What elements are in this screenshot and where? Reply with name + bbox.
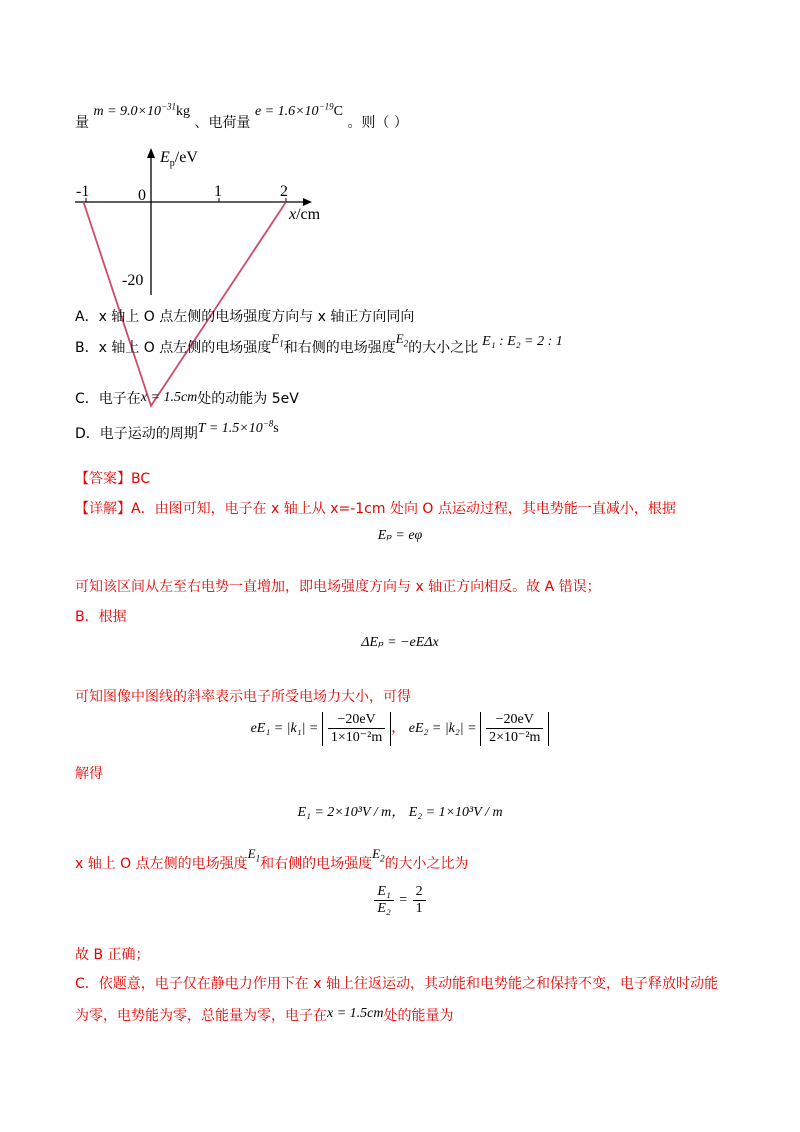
detail-line-8: C．依题意，电子仅在静电力作用下在 x 轴上往返运动，其动能和电势能之和保持不变，电子释放时动能 <box>75 976 718 992</box>
equation-slopes: eE₁ = |k₁| = $\frac{-20eV}{\text{1×10⁻²m}}$ ， eE₂ = |k₂| = $\frac{-20eV}{\text{2×10⁻²m}}$ <box>0 712 800 746</box>
tick-label-0: 0 <box>138 187 146 204</box>
option-b: B．x 轴上 O 点左侧的电场强度$E_1$和右侧的电场强度$E_2$的大小之比 E₁ : E₂ = 2 : 1 <box>75 331 563 356</box>
y-axis-label: $E_p/eV$ <box>160 149 198 169</box>
option-d: D．电子运动的周期$T = 1.5\times 10^{-8}s$ <box>75 418 279 442</box>
e1-symbol: $E_1$ <box>271 331 284 349</box>
detail-line-7: 故 B 正确； <box>75 947 150 963</box>
detail-line-4: 可知图像中图线的斜率表示电子所受电场力大小，可得 <box>75 689 411 705</box>
detail-line-3: B．根据 <box>75 609 127 625</box>
mass-formula: $m = 9.0\times 10^{-31}kg$ <box>93 101 191 119</box>
equation-ratio: $\frac{\text{E₁}}{\text{E₂}}$ = $\frac{2}{1}$ <box>0 884 800 917</box>
y-axis-arrow <box>147 148 155 158</box>
tick-label-2: 2 <box>280 183 288 200</box>
period-formula: $T = 1.5\times 10^{-8}s$ <box>197 418 279 436</box>
detail-line-9: 为零，电势能为零，总能量为零，电子在x = 1.5cm处的能量为 <box>75 1006 454 1024</box>
option-c: C．电子在x = 1.5cm处的动能为 5eV <box>75 390 299 407</box>
stem-prefix: 量 <box>75 115 89 131</box>
x-axis-arrow <box>303 198 312 206</box>
tick-label-neg20: -20 <box>122 272 144 289</box>
stem-sep: 、电荷量 <box>194 115 251 131</box>
detail-line-1: 【详解】A．由图可知，电子在 x 轴上从 x=-1cm 处向 O 点运动过程，其电势能一直减小，根据 <box>75 501 676 517</box>
x-axis-label: x/cm <box>289 206 321 223</box>
equation-results: E₁ = 2×10³V / m， E₂ = 1×10³V / m <box>297 805 503 820</box>
detail-line-5: 解得 <box>75 766 103 782</box>
ratio-formula: E₁ : E₂ = 2 : 1 <box>482 334 563 349</box>
stem-suffix: 。则（ ） <box>347 115 408 131</box>
question-stem-line <box>75 101 408 131</box>
equation-delta-ep: ΔEₚ = −eEΔx <box>361 635 439 650</box>
detail-line-6: x 轴上 O 点左侧的电场强度$E_1$和右侧的电场强度$E_2$的大小之比为 <box>75 846 469 872</box>
charge-formula: $e = 1.6\times 10^{-19}C$ <box>254 101 343 119</box>
detail-line-2: 可知该区间从左至右电势一直增加，即电场强度方向与 x 轴正方向相反。故 A 错误； <box>75 579 601 595</box>
equation-ep: Eₚ = eφ <box>377 528 423 543</box>
tick-label-neg1: -1 <box>76 183 90 200</box>
option-a: A．x 轴上 O 点左侧的电场强度方向与 x 轴正方向同向 <box>75 309 415 325</box>
answer-label: 【答案】BC <box>75 471 151 487</box>
tick-label-1: 1 <box>214 183 222 200</box>
e2-symbol: $E_2$ <box>395 331 409 349</box>
series-line <box>84 202 287 406</box>
